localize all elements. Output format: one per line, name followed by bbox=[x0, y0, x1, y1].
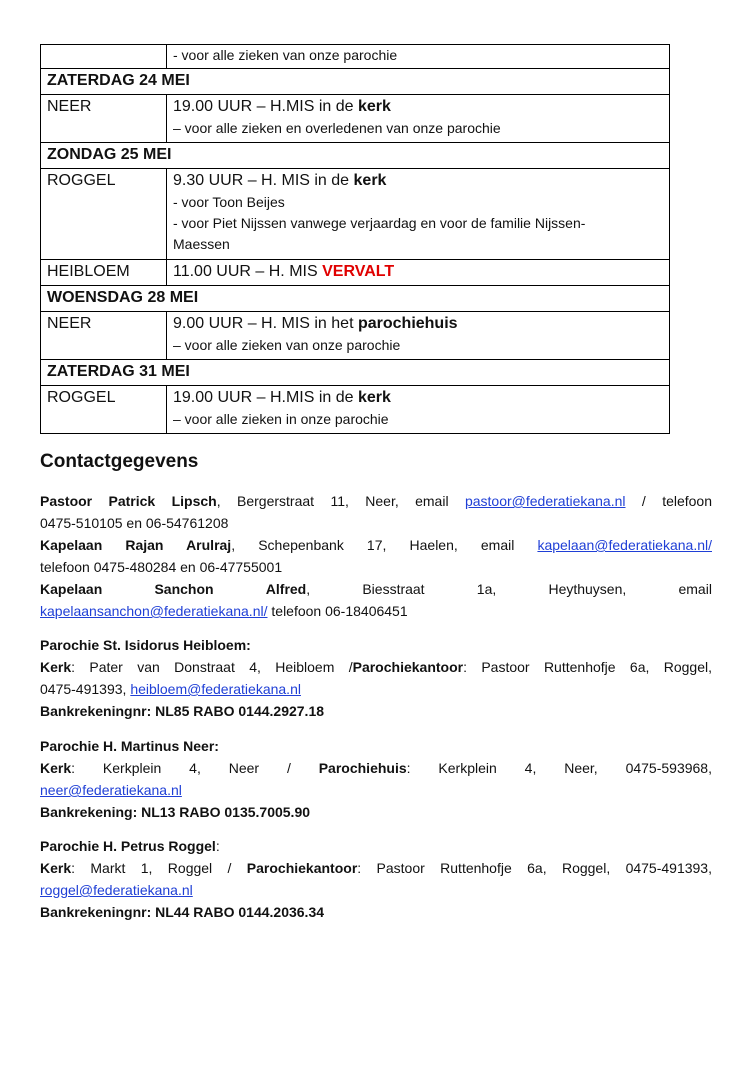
location-cell bbox=[41, 45, 167, 69]
location-cell: ROGGEL bbox=[41, 386, 167, 434]
service-time: 9.30 UUR – H. MIS in de kerk bbox=[173, 172, 387, 189]
location-cell: ROGGEL bbox=[41, 169, 167, 260]
parish-neer bbox=[40, 735, 712, 823]
location-cell: NEER bbox=[41, 95, 167, 143]
parish-roggel bbox=[40, 835, 712, 923]
table-row bbox=[41, 312, 670, 360]
service-time: 9.00 UUR – H. MIS in het parochiehuis bbox=[173, 315, 458, 332]
intention-text: – voor alle zieken en overledenen van onze parochie bbox=[173, 120, 501, 136]
service-cell bbox=[167, 95, 670, 143]
service-time: 19.00 UUR – H.MIS in de kerk bbox=[173, 98, 391, 115]
parish-heibloem bbox=[40, 634, 712, 722]
location-cell: HEIBLOEM bbox=[41, 260, 167, 286]
bank-account: Bankrekeningnr: NL85 RABO 0144.2927.18 bbox=[40, 703, 325, 719]
table-row bbox=[41, 169, 670, 260]
pastor-phone: 0475-510105 en 06-54761208 bbox=[40, 515, 229, 531]
neer-email-link[interactable]: neer@federatiekana.nl bbox=[40, 782, 182, 798]
intention-text: - voor Toon Beijes bbox=[173, 194, 285, 210]
location-cell: NEER bbox=[41, 312, 167, 360]
day-header-row bbox=[41, 360, 670, 386]
cancelled-label: VERVALT bbox=[322, 263, 395, 280]
pastor-email-link[interactable]: pastoor@federatiekana.nl bbox=[464, 493, 626, 509]
parish-phone-email: 0475-491393, heibloem@federatiekana.nl bbox=[40, 681, 301, 697]
day-header: ZATERDAG 31 MEI bbox=[41, 360, 670, 386]
parish-email bbox=[40, 879, 712, 901]
parish-title: Parochie H. Martinus Neer: bbox=[40, 738, 219, 754]
intention-text: - voor Piet Nijssen vanwege verjaardag en voor de familie Nijssen- bbox=[173, 215, 586, 231]
bank-account: Bankrekeningnr: NL44 RABO 0144.2036.34 bbox=[40, 904, 325, 920]
day-header: ZONDAG 25 MEI bbox=[41, 143, 670, 169]
chaplain2-email-link[interactable]: kapelaansanchon@federatiekana.nl/ bbox=[40, 603, 268, 619]
parish-address: Kerk: Markt 1, Roggel / Parochiekantoor: Pastoor Ruttenhofje 6a, Roggel, 0475-491393, bbox=[40, 860, 712, 876]
day-header-row bbox=[41, 69, 670, 95]
parish-title: Parochie H. Petrus Roggel: bbox=[40, 838, 220, 854]
service-time: 11.00 UUR – H. MIS VERVALT bbox=[173, 263, 395, 280]
intention-text: – voor alle zieken van onze parochie bbox=[173, 337, 401, 353]
service-cell bbox=[167, 45, 670, 69]
chaplain2-contact: kapelaansanchon@federatiekana.nl/ telefoon 06-18406451 bbox=[40, 603, 408, 619]
parish-address: Kerk: Pater van Donstraat 4, Heibloem /Parochiekantoor: Pastoor Ruttenhofje 6a, Roggel, bbox=[40, 659, 712, 675]
table-row bbox=[41, 95, 670, 143]
intention-text: – voor alle zieken in onze parochie bbox=[173, 411, 389, 427]
chaplain2-line: Kapelaan Sanchon Alfred, Biesstraat 1a, Heythuysen, email bbox=[40, 581, 712, 597]
parish-title: Parochie St. Isidorus Heibloem: bbox=[40, 637, 251, 653]
service-cell bbox=[167, 260, 670, 286]
mass-schedule-table bbox=[40, 44, 670, 434]
table-row bbox=[41, 260, 670, 286]
service-cell bbox=[167, 386, 670, 434]
day-header: ZATERDAG 24 MEI bbox=[41, 69, 670, 95]
contact-heading: Contactgegevens bbox=[40, 451, 199, 472]
service-cell bbox=[167, 312, 670, 360]
bank-account: Bankrekening: NL13 RABO 0135.7005.90 bbox=[40, 804, 311, 820]
chaplain-phone: telefoon 0475-480284 en 06-47755001 bbox=[40, 559, 283, 575]
day-header-row bbox=[41, 143, 670, 169]
day-header-row bbox=[41, 286, 670, 312]
day-header: WOENSDAG 28 MEI bbox=[41, 286, 670, 312]
chaplain-email-link[interactable]: kapelaan@federatiekana.nl/ bbox=[537, 537, 712, 553]
service-time: 19.00 UUR – H.MIS in de kerk bbox=[173, 389, 391, 406]
intention-text: - voor alle zieken van onze parochie bbox=[173, 47, 398, 63]
roggel-email-link[interactable]: roggel@federatiekana.nl bbox=[40, 882, 193, 898]
pastor-line: Pastoor Patrick Lipsch, Bergerstraat 11, Neer, email pastoor@federatiekana.nl / telefoon bbox=[40, 493, 713, 509]
service-cell bbox=[167, 169, 670, 260]
intention-text: Maessen bbox=[173, 236, 230, 252]
parish-address: Kerk: Kerkplein 4, Neer / Parochiehuis: Kerkplein 4, Neer, 0475-593968, bbox=[40, 760, 712, 776]
table-row bbox=[41, 45, 670, 69]
heibloem-email-link[interactable]: heibloem@federatiekana.nl bbox=[130, 681, 301, 697]
parish-email bbox=[40, 779, 712, 801]
clergy-contacts bbox=[40, 490, 712, 622]
table-row bbox=[41, 386, 670, 434]
chaplain-line: Kapelaan Rajan Arulraj, Schepenbank 17, Haelen, email kapelaan@federatiekana.nl/ bbox=[40, 537, 712, 553]
